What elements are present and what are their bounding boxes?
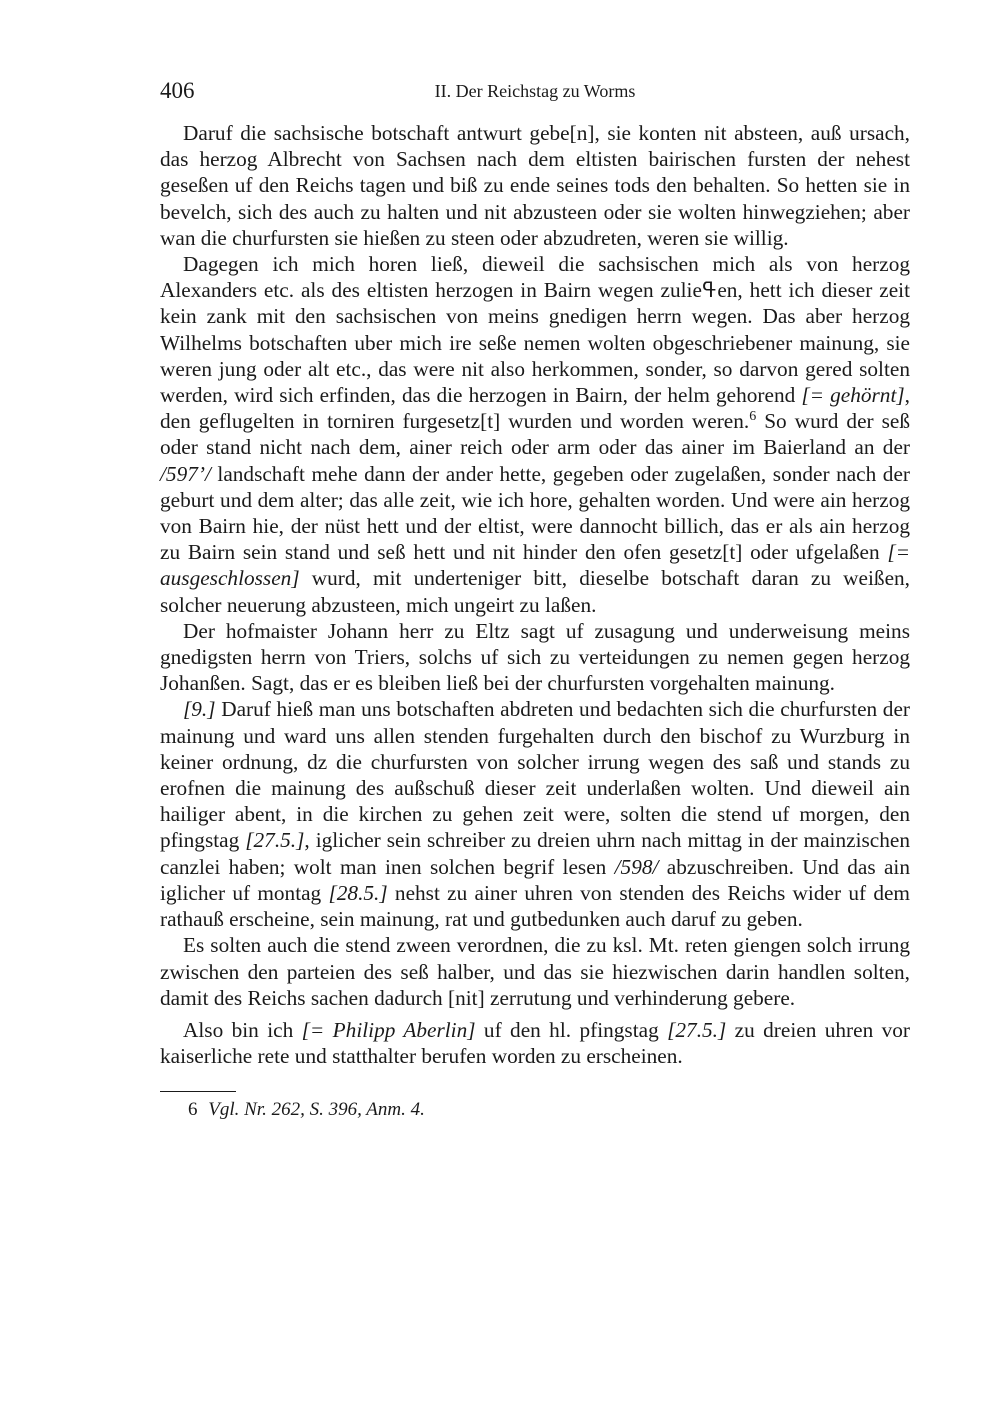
- editorial-note: [= gehörnt]: [801, 383, 905, 408]
- editorial-note: [= ausgeschlossen]: [160, 540, 910, 591]
- text-run: Daruf die sachsische botschaft antwurt gebe[n], sie konten nit absteen, auß ursach, das herzog Albrecht von Sachsen nach dem eltisten bairischen fursten der nehest geseßen uf den Reichs tagen und biß zu ende seines tods den behalten. So hetten sie in bevelch, sich des auch zu halten und nit abzusteen oder sie wolten hinwegziehen; aber wan die churfursten sie hießen zu steen oder abzudreten, weren sie willig.: [160, 121, 910, 250]
- editorial-note: [28.5.]: [328, 880, 388, 905]
- paragraph: [160, 696, 910, 932]
- text-run: wurd, mit underteniger bitt, dieselbe botschaft daran zu weißen, solcher neuerung abzusteen, mich ungeirt zu laßen.: [160, 566, 910, 617]
- text-run: So wurd der seß oder stand nicht nach dem, ainer reich oder arm oder das ainer im Baierland an der: [160, 409, 911, 460]
- editorial-note: [27.5.]: [667, 1017, 727, 1042]
- footnote-number: 6: [188, 1099, 198, 1121]
- paragraph: [160, 120, 910, 251]
- body-text: [160, 120, 910, 1069]
- text-run: abzuschreiben. Und das ain iglicher uf montag: [160, 854, 910, 905]
- text-run: Es solten auch die stend zween verordnen, die zu ksl. Mt. reten giengen solch irrung zwischen den parteien des seß halber, und das sie hiezwischen darin handlen solten, damit des Reichs sachen dadurch [nit] zerrutung und verhinderung gebere.: [160, 933, 910, 1010]
- text-run: Also bin ich: [183, 1017, 302, 1042]
- paragraph: [160, 932, 910, 1011]
- paragraph: [160, 1017, 910, 1069]
- editorial-note: /597’/: [160, 461, 211, 486]
- text-run: , iglicher sein schreiber zu dreien uhrn nach mittag in der mainzischen canzlei haben; wolt man inen solchen begrif lesen: [160, 828, 910, 879]
- text-run: , den geflugelten in torniren furgesetz[t] wurden und worden weren.: [160, 383, 910, 434]
- footnote-text: Vgl. Nr. 262, S. 396, Anm. 4.: [208, 1099, 425, 1121]
- text-run: zu dreien uhren vor kaiserliche rete und statthalter berufen worden zu erscheinen.: [160, 1017, 911, 1069]
- paragraph: [160, 618, 910, 697]
- text-run: Der hofmaister Johann herr zu Eltz sagt uf zusagung und underweisung meins gnedigsten herrn von Triers, solchs uf sich zu verteidungen zu nemen gegen herzog Johanßen. Sagt, das er es bleiben ließ bei der churfursten vorgehalten mainung.: [160, 618, 910, 696]
- page: [160, 78, 910, 1122]
- text-run: uf den hl. pfingstag: [475, 1017, 668, 1042]
- text-run: nehst zu ainer uhren von stenden des Reichs wider uf dem rathauß erscheine, sein mainung, rat und gutbedunken auch daruf zu geben.: [160, 880, 910, 932]
- footnote-reference: 6: [749, 409, 757, 425]
- page-number: 406: [160, 78, 195, 103]
- editorial-note: /598/: [614, 854, 659, 879]
- footnote-divider: [160, 1091, 236, 1092]
- editorial-note: [= Philipp Aberlin]: [301, 1017, 476, 1042]
- running-title: II. Der Reichstag zu Worms: [434, 81, 636, 101]
- footnote: [160, 1098, 910, 1122]
- paragraph: [160, 251, 910, 618]
- page-header: [160, 78, 910, 108]
- text-run: Daruf hieß man uns botschaften abdreten und bedachten sich die churfursten der mainung und ward uns allen stenden furgehalten durch den bischof zu Wurzburg in keiner ordnung, dz die churfursten von solcher irrung wegen des saß und stands zu erofnen die mainung des außschuß dieser zeit underlaßen wolten. Und dieweil ain hailiger abent, in die kirchen zu gehen zeit were, solten die stend uf morgen, den pfingstag: [160, 697, 910, 853]
- text-run: landschaft mehe dann der ander hette, gegeben oder zugelaßen, sonder nach der geburt und dem alter; das alle zeit, wie ich hore, gehalten worden. Und were ain herzog von Bairn hie, der nüst hett und der eltist, were dannocht billich, das er als ain herzog zu Bairn sein stand und seß hett und nit hinder den ofen gesetz[t] oder ufgelaßen: [160, 461, 910, 565]
- editorial-note: [27.5.]: [245, 828, 305, 853]
- editorial-note: [9.]: [183, 697, 216, 722]
- text-run: Dagegen ich mich horen ließ, dieweil die sachsischen mich als von herzog Alexanders etc. als des eltisten herzogen in Bairn wegen zulieߟen, hett ich dieser zeit kein zank mit den sachsischen von meins gnedigen herrn wegen. Das aber herzog Wilhelms botschaften uber mich ire seße nemen wolten obgeschriebener mainung, sie weren jung oder alt etc., das were nit also herkommen, sonder, so darvon gered solten werden, wird sich erfinden, das die herzogen in Bairn, der helm gehorend: [160, 252, 910, 408]
